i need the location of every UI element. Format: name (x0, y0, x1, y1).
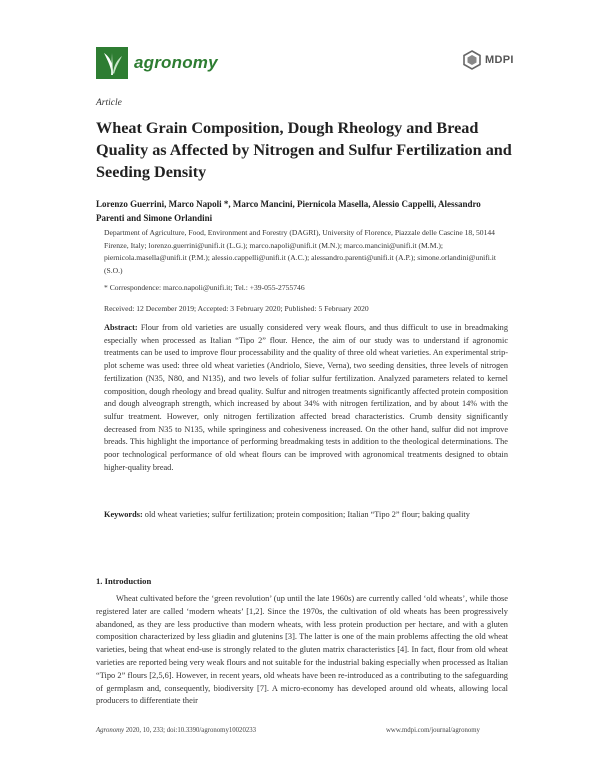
wheat-leaf-icon (96, 47, 128, 79)
article-type: Article (96, 98, 122, 108)
publisher-logo (462, 50, 514, 70)
correspondence: * Correspondence: marco.napoli@unifi.it; Tel.: +39-055-2755746 (104, 283, 305, 292)
mdpi-icon (462, 50, 482, 70)
affiliation: Department of Agriculture, Food, Environment and Forestry (DAGRI), University of Florence, Piazzale delle Cascine 18, 50144 Firenze, Italy; lorenzo.guerrini@unifi.it (L.G.); marco.napoli@unifi.it (M.N.); marco.mancini@unifi.it (M.M.); piernicola.masella@unifi.it (P.M.); alessio.cappelli@unifi.it (A.C.); alessandro.parenti@unifi.it (A.P.); simone.orlandini@unifi.it (S.O.) (104, 228, 496, 275)
abstract-label: Abstract: (104, 323, 138, 332)
section-body: Wheat cultivated before the ‘green revolution’ (up until the late 1960s) are currently called ‘old wheats’, while those registered later are called ‘modern wheats’ [1,2]. Since the 1970s, the cultivation of old wheats has been progressively abandoned, as they are less productive than modern wheats, with less protein production per hectare, and with a gluten composition characterized by less gliadin and glutenins [3]. The latter is one of the main problems affecting the old wheat varieties, being that wheat end-use is strongly related to the gluten matrix characteristics [4]. In fact, flour from old wheat varieties are reported being very weak flours and not suitable for the industrial baking especially when processed as Italian “Tipo 2” flours [2,5,6]. However, in recent years, old wheats have been re-introduced as a contributing to the safeguarding of germplasm and, consequently, biodiversity [7]. A micro-economy has developed around old wheats, allowing local producers to differentiate their (96, 594, 508, 706)
keywords (104, 509, 508, 522)
paper-title: Wheat Grain Composition, Dough Rheology and Bread Quality as Affected by Nitrogen and Sulfur Fertilization and Seeding Density (96, 119, 512, 181)
abstract-text: Flour from old varieties are usually considered very weak flours, and thus difficult to use in breadmaking especially when processed as Italian “Tipo 2” flour. Hence, the aim of our study was to understand if agronomic treatments can be used to improve flour processability and the quality of three old wheat varieties. An experimental strip-plot scheme was used: three old wheat varieties (Andriolo, Sieve, Verna), two seeding densities, three levels of nitrogen fertilization (N35, N80, and N135), and two levels of foliar sulfur fertilization. Analyzed parameters related to kernel composition, dough rheology and bread quality. Sulfur and nitrogen treatments significantly affected protein composition and dough alveograph strength, which increased by about 34% with nitrogen fertilization, and by about 14% with the sulfur treatment. However, only nitrogen fertilization affected bread characteristics. Crumb density significantly decreased from N35 to N135, while springiness and cohesiveness increased. On the other hand, sulfur did not improve breads. This highlight the importance of performing breadmaking tests in addition to the theological determinations. The poor technological performance of old wheat flours can be improved with agronomical treatments designed to obtain higher-quality bread. (104, 323, 508, 472)
journal-logo (96, 47, 218, 79)
section-heading: 1. Introduction (96, 576, 152, 586)
footer-citation (96, 727, 256, 734)
publisher-name: MDPI (485, 54, 514, 66)
footer-url: www.mdpi.com/journal/agronomy (386, 727, 480, 734)
keywords-label: Keywords: (104, 510, 143, 519)
author-list: Lorenzo Guerrini, Marco Napoli *, Marco Mancini, Piernicola Masella, Alessio Cappelli, Alessandro Parenti and Simone Orlandini (96, 199, 481, 223)
footer-doi: 2020, 10, 233; doi:10.3390/agronomy10020233 (124, 727, 257, 734)
abstract (104, 322, 508, 474)
footer-journal: Agronomy (96, 727, 125, 734)
publication-dates: Received: 12 December 2019; Accepted: 3 February 2020; Published: 5 February 2020 (104, 304, 369, 313)
journal-name: agronomy (134, 53, 218, 72)
keywords-text: old wheat varieties; sulfur fertilization; protein composition; Italian “Tipo 2” flour; baking quality (144, 510, 470, 519)
